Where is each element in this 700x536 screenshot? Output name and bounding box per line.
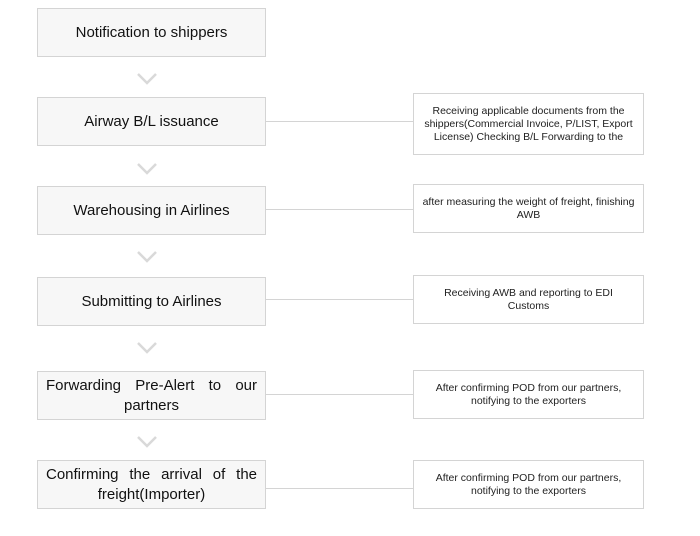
step-label: Warehousing in Airlines <box>73 201 230 219</box>
step-airway-bl-issuance <box>37 97 266 146</box>
connector-line <box>266 121 413 122</box>
step-label: Airway B/L issuance <box>84 112 219 130</box>
connector-line <box>266 209 413 210</box>
note-warehousing <box>413 184 644 233</box>
connector-line <box>266 488 413 489</box>
step-forwarding-pre-alert <box>37 371 266 420</box>
note-submitting <box>413 275 644 324</box>
note-text: after measuring the weight of freight, finishing AWB <box>422 195 635 221</box>
note-text: Receiving AWB and reporting to EDI Customs <box>444 286 613 312</box>
note-airway-bl <box>413 93 644 155</box>
step-confirming-arrival <box>37 460 266 509</box>
note-text: After confirming POD from our partners, notifying to the exporters <box>435 381 622 407</box>
step-label: Notification to shippers <box>75 23 228 41</box>
connector-line <box>266 394 413 395</box>
connector-line <box>266 299 413 300</box>
note-text: After confirming POD from our partners, notifying to the exporters <box>435 471 622 497</box>
note-forwarding <box>413 370 644 419</box>
note-text: Receiving applicable documents from the shippers(Commercial Invoice, P/LIST, Export License) Checking B/L Forwarding to the <box>424 104 633 143</box>
step-warehousing-in-airlines <box>37 186 266 235</box>
chevron-down-icon <box>137 251 157 263</box>
chevron-down-icon <box>137 163 157 175</box>
step-label: Confirming the arrival of the freight(Importer) <box>46 465 257 503</box>
step-submitting-to-airlines <box>37 277 266 326</box>
chevron-down-icon <box>137 73 157 85</box>
chevron-down-icon <box>137 342 157 354</box>
note-confirming <box>413 460 644 509</box>
step-notification-to-shippers <box>37 8 266 57</box>
step-label: Forwarding Pre-Alert to our partners <box>46 376 257 414</box>
chevron-down-icon <box>137 436 157 448</box>
step-label: Submitting to Airlines <box>81 292 222 310</box>
